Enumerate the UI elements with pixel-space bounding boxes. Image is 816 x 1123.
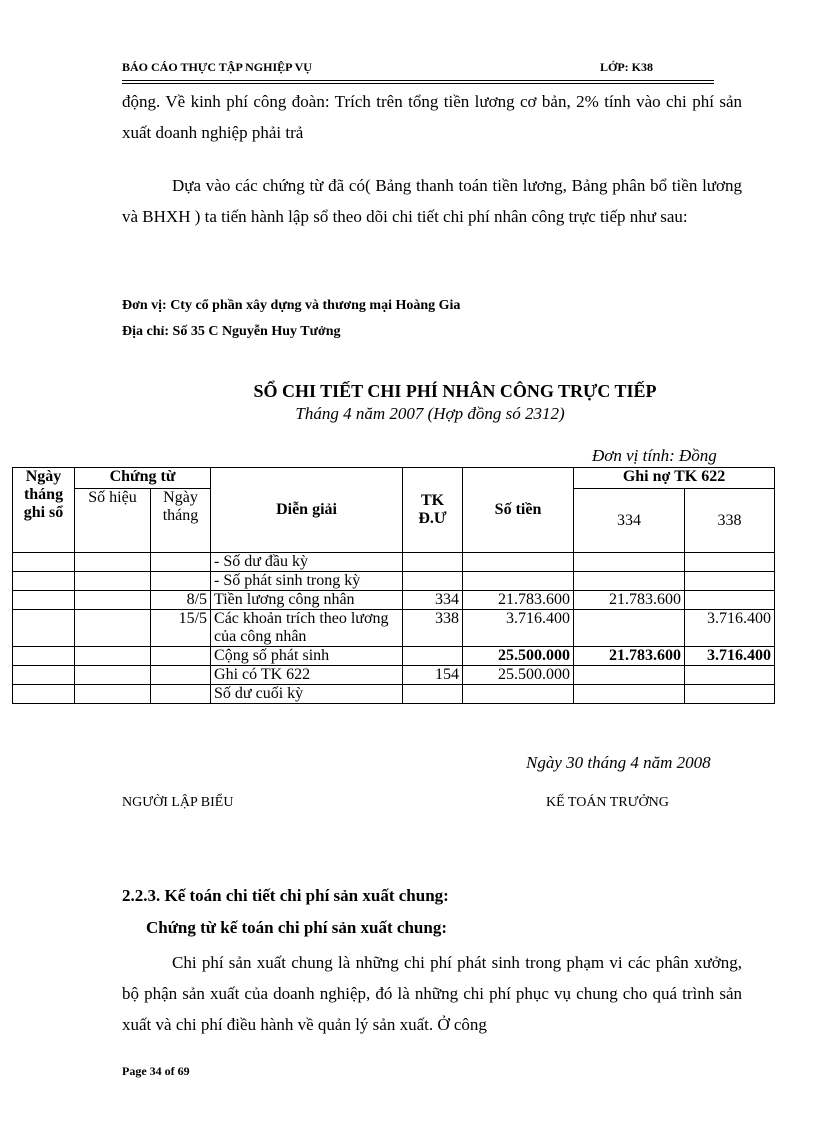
signature-chief-accountant: KẾ TOÁN TRƯỞNG [546,795,669,810]
ledger-date-line: Ngày 30 tháng 4 năm 2008 [526,753,711,772]
ledger-table [12,467,775,704]
header-divider [122,80,714,81]
ledger-title: SỔ CHI TIẾT CHI PHÍ NHÂN CÔNG TRỰC TIẾP [253,381,657,401]
header-divider-second [122,83,714,84]
table-row: 8/5 Tiền lương công nhân 334 21.783.600 21.783.600 [13,591,775,610]
col-header-account: TK Đ.Ư [403,468,463,553]
section-subheading: Chứng từ kế toán chi phí sản xuất chung: [146,918,447,937]
table-row: - Số dư đầu kỳ [13,553,775,572]
ledger-subtitle: Tháng 4 năm 2007 (Hợp đồng só 2312) [295,404,565,423]
table-row: 15/5 Các khoản trích theo lương của công nhân 338 3.716.400 3.716.400 [13,610,775,647]
col-header-amount: Số tiền [463,468,574,553]
table-row: Số dư cuối kỳ [13,685,775,704]
col-header-voucher-date: Ngày tháng [151,489,211,553]
paragraph-union-fee: động. Về kinh phí công đoàn: Trích trên tổng tiền lương cơ bản, 2% tính vào chi phí sản xuất doanh nghiệp phải trả [122,92,742,142]
col-header-description: Diễn giải [211,468,403,553]
table-row: Ghi có TK 622 154 25.500.000 [13,666,775,685]
company-address: Địa chỉ: Số 35 C Nguyễn Huy Tưởng [122,324,341,339]
section-heading: 2.2.3. Kế toán chi tiết chi phí sản xuất chung: [122,886,449,905]
table-row: - Số phát sinh trong kỳ [13,572,775,591]
currency-unit-label: Đơn vị tính: Đồng [592,446,717,465]
signature-preparer: NGƯỜI LẬP BIỂU [122,795,234,810]
table-row-total: Cộng số phát sinh 25.500.000 21.783.600 3.716.400 [13,647,775,666]
col-header-debit-338: 338 [685,489,775,553]
col-header-date: Ngày tháng ghi sổ [13,468,75,553]
report-header-class: LỚP: K38 [600,60,653,74]
report-header-title: BÁO CÁO THỰC TẬP NGHIỆP VỤ [122,60,312,74]
col-header-debit: Ghi nợ TK 622 [574,468,775,489]
paragraph-ledger-intro: Dựa vào các chứng từ đã có( Bảng thanh toán tiền lương, Bảng phân bổ tiền lương và BHXH ) ta tiến hành lập sổ theo dõi chi tiết chi phí nhân công trực tiếp như sau: [122,176,742,226]
page-number: Page 34 of 69 [122,1064,190,1078]
col-header-voucher-no: Số hiệu [75,489,151,553]
company-unit: Đơn vị: Cty cổ phần xây dựng và thương mại Hoàng Gia [122,298,461,313]
col-header-voucher: Chứng từ [75,468,211,489]
col-header-debit-334: 334 [574,489,685,553]
paragraph-overhead-cost: Chi phí sản xuất chung là những chi phí phát sinh trong phạm vi các phân xưởng, bộ phận sản xuất của doanh nghiệp, đó là những chi phí phục vụ chung cho quá trình sản xuất và chi phí điều hành về quản lý sản xuất. Ở công [122,953,742,1034]
